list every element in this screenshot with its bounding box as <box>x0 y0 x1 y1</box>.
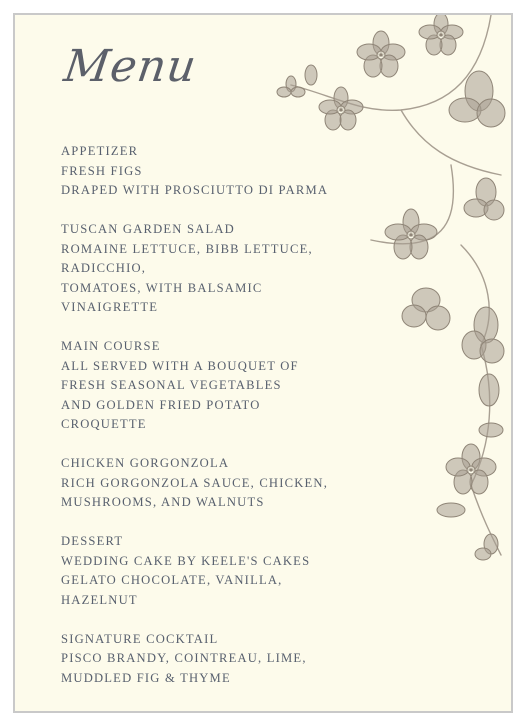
menu-line: VINAIGRETTE <box>61 300 159 314</box>
menu-line: ALL SERVED WITH A BOUQUET OF <box>61 358 299 373</box>
menu-line: AND GOLDEN FRIED POTATO <box>61 397 261 412</box>
menu-line: PISCO BRANDY, COINTREAU, LIME, <box>61 651 307 665</box>
menu-line: WEDDING CAKE BY KEELE'S CAKES <box>61 553 311 568</box>
menu-section-dessert <box>61 532 361 610</box>
menu-section-cocktail <box>61 630 361 689</box>
menu-section-salad <box>61 220 361 318</box>
menu-line: HAZELNUT <box>61 592 138 607</box>
menu-line: MAIN COURSE <box>61 339 161 353</box>
menu-title: Menu <box>61 41 200 92</box>
menu-line: TUSCAN GARDEN SALAD <box>61 222 235 236</box>
menu-section-entree <box>61 454 361 513</box>
menu-line: DESSERT <box>61 534 124 548</box>
menu-line: TOMATOES, WITH BALSAMIC <box>61 280 263 295</box>
menu-line: ROMAINE LETTUCE, BIBB LETTUCE, <box>61 241 313 256</box>
menu-section-appetizer <box>61 142 361 201</box>
menu-line: FRESH FIGS <box>61 163 143 178</box>
menu-line: GELATO CHOCOLATE, VANILLA, <box>61 573 283 587</box>
menu-card <box>13 13 513 713</box>
menu-line: APPETIZER <box>61 144 139 158</box>
menu-section-main-course <box>61 337 361 435</box>
menu-line: MUDDLED FIG & THYME <box>61 670 231 685</box>
menu-body <box>61 142 361 708</box>
menu-line: CROQUETTE <box>61 417 147 431</box>
menu-line: CHICKEN GORGONZOLA <box>61 456 230 470</box>
menu-line: RADICCHIO, <box>61 261 147 275</box>
menu-line: SIGNATURE COCKTAIL <box>61 631 219 646</box>
menu-line: MUSHROOMS, AND WALNUTS <box>61 495 265 509</box>
menu-line: FRESH SEASONAL VEGETABLES <box>61 378 282 392</box>
menu-line: RICH GORGONZOLA SAUCE, CHICKEN, <box>61 475 329 490</box>
menu-line: DRAPED WITH PROSCIUTTO DI PARMA <box>61 183 329 197</box>
